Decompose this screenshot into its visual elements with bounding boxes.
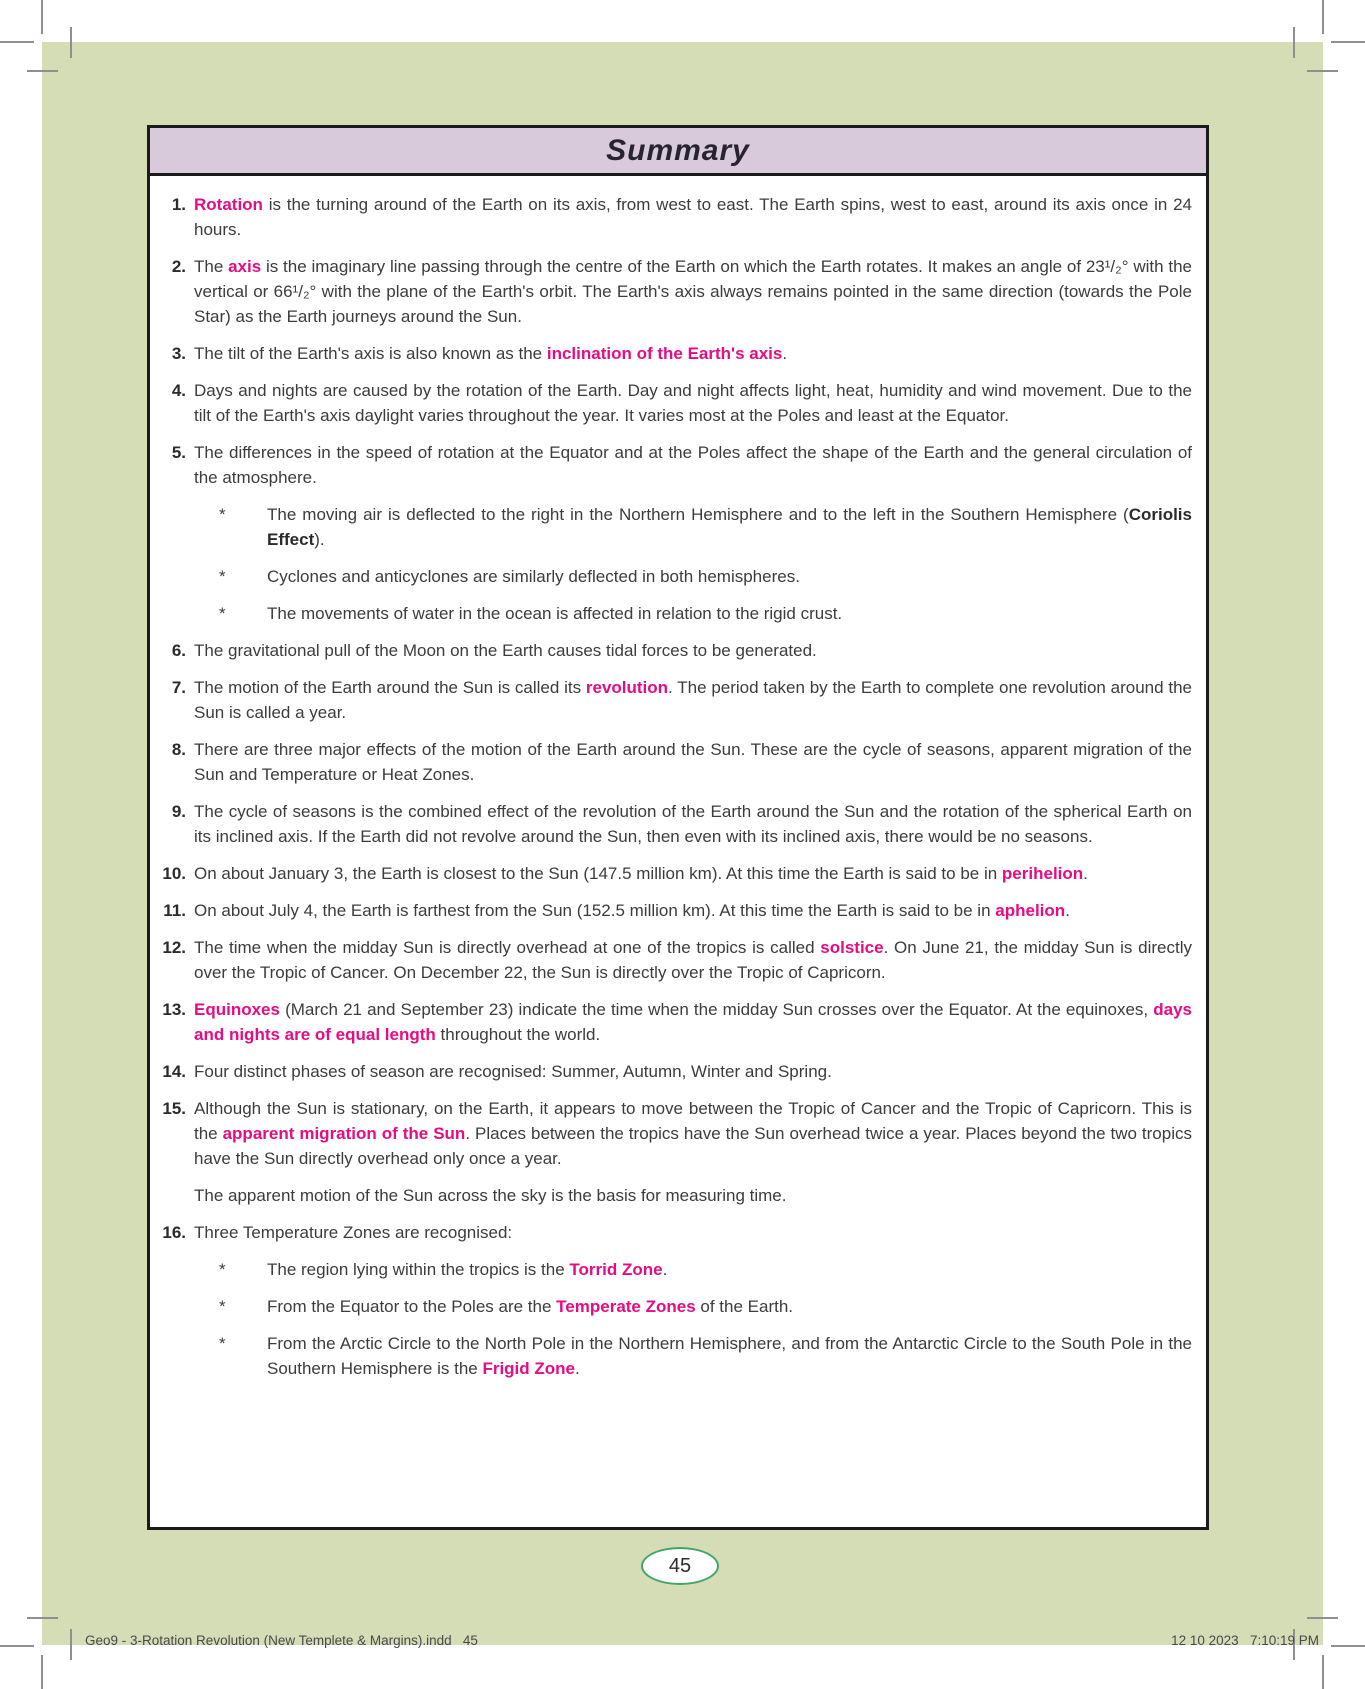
summary-item <box>152 1220 1192 1245</box>
summary-item <box>152 254 1192 329</box>
bullet-marker: * <box>219 567 226 586</box>
summary-item <box>152 378 1192 428</box>
page-number-badge <box>641 1547 719 1585</box>
item-text: The cycle of seasons is the combined effect of the revolution of the Earth around the Sun and the rotation of the spherical Earth on its inclined axis. If the Earth did not revolve around the Sun, then even with its inclined axis, there would be no seasons. <box>194 802 1192 846</box>
bullet-marker: * <box>219 604 226 623</box>
bullet-marker: * <box>219 505 226 524</box>
footer-filename: Geo9 - 3-Rotation Revolution (New Templete & Margins).indd 45 <box>85 1633 478 1648</box>
summary-item <box>152 1096 1192 1171</box>
item-number: 9. <box>171 802 186 821</box>
crop-mark <box>0 41 34 43</box>
summary-subitem <box>152 1257 1192 1282</box>
summary-subitem <box>152 564 1192 589</box>
item-text: The time when the midday Sun is directly overhead at one of the tropics is called solstice. On June 21, the midday Sun is directly over the Tropic of Cancer. On December 22, the Sun is directly over the Tropic of Capricorn. <box>194 938 1192 982</box>
summary-subitem <box>152 1331 1192 1381</box>
item-number: 2. <box>171 257 186 276</box>
item-text: The region lying within the tropics is the Torrid Zone. <box>267 1260 668 1279</box>
item-number: 8. <box>171 740 186 759</box>
item-text: Although the Sun is stationary, on the Earth, it appears to move between the Tropic of Cancer and the Tropic of Capricorn. This is the apparent migration of the Sun. Places between the tropics have the Sun overhead twice a year. Places beyond the two tropics have the Sun directly overhead only once a year. <box>194 1099 1192 1168</box>
crop-mark <box>27 70 58 72</box>
item-text: From the Equator to the Poles are the Temperate Zones of the Earth. <box>267 1297 794 1316</box>
item-number: 6. <box>171 641 186 660</box>
page-title: Summary <box>606 133 750 167</box>
summary-item <box>152 737 1192 787</box>
item-number: 12. <box>162 938 186 957</box>
item-number: 1. <box>171 195 186 214</box>
item-number: 3. <box>171 344 186 363</box>
item-text: From the Arctic Circle to the North Pole in the Northern Hemisphere, and from the Antarctic Circle to the South Pole in the Southern Hemisphere is the Frigid Zone. <box>267 1334 1192 1378</box>
item-text: The differences in the speed of rotation at the Equator and at the Poles affect the shape of the Earth and the general circulation of the atmosphere. <box>194 443 1192 487</box>
item-text: Four distinct phases of season are recognised: Summer, Autumn, Winter and Spring. <box>194 1062 832 1081</box>
summary-item <box>152 1183 1192 1208</box>
item-text: The motion of the Earth around the Sun is called its revolution. The period taken by the Earth to complete one revolution around the Sun is called a year. <box>194 678 1192 722</box>
item-text: The axis is the imaginary line passing through the centre of the Earth on which the Earth rotates. It makes an angle of 23¹/₂° with the vertical or 66¹/₂° with the plane of the Earth's orbit. The Earth's axis always remains pointed in the same direction (towards the Pole Star) as the Earth journeys around the Sun. <box>194 257 1192 326</box>
item-text: Cyclones and anticyclones are similarly deflected in both hemispheres. <box>267 567 800 586</box>
item-text: The moving air is deflected to the right in the Northern Hemisphere and to the left in the Southern Hemisphere (Coriolis Effect). <box>267 505 1192 549</box>
summary-item <box>152 799 1192 849</box>
item-text: The movements of water in the ocean is affected in relation to the rigid crust. <box>267 604 843 623</box>
summary-item <box>152 192 1192 242</box>
item-number: 13. <box>162 1000 186 1019</box>
summary-header <box>150 128 1206 176</box>
item-number: 16. <box>162 1223 186 1242</box>
item-number: 5. <box>171 443 186 462</box>
bullet-marker: * <box>219 1297 226 1316</box>
summary-subitem <box>152 1294 1192 1319</box>
item-number: 11. <box>163 901 186 920</box>
crop-mark <box>1307 1617 1338 1619</box>
item-number: 4. <box>171 381 186 400</box>
summary-item <box>152 997 1192 1047</box>
summary-item <box>152 898 1192 923</box>
item-text: Rotation is the turning around of the Earth on its axis, from west to east. The Earth spins, west to east, around its axis once in 24 hours. <box>194 195 1192 239</box>
crop-mark <box>41 1655 43 1689</box>
item-text: On about July 4, the Earth is farthest from the Sun (152.5 million km). At this time the Earth is said to be in aphelion. <box>194 901 1070 920</box>
item-number: 15. <box>162 1099 186 1118</box>
crop-mark <box>41 0 43 34</box>
crop-mark <box>1331 1645 1365 1647</box>
summary-box <box>147 125 1209 1530</box>
item-text: The gravitational pull of the Moon on the Earth causes tidal forces to be generated. <box>194 641 817 660</box>
bullet-marker: * <box>219 1334 226 1353</box>
summary-item <box>152 638 1192 663</box>
crop-mark <box>1331 41 1365 43</box>
summary-subitem <box>152 601 1192 626</box>
item-number: 10. <box>162 864 186 883</box>
summary-item <box>152 861 1192 886</box>
item-text: Equinoxes (March 21 and September 23) indicate the time when the midday Sun crosses over the Equator. At the equinoxes, days and nights are of equal length throughout the world. <box>194 1000 1192 1044</box>
crop-mark <box>70 27 72 58</box>
summary-item <box>152 675 1192 725</box>
summary-item <box>152 440 1192 490</box>
crop-mark <box>0 1645 34 1647</box>
summary-item <box>152 1059 1192 1084</box>
summary-item <box>152 935 1192 985</box>
crop-mark <box>27 1617 58 1619</box>
item-text: On about January 3, the Earth is closest to the Sun (147.5 million km). At this time the Earth is said to be in perihelion. <box>194 864 1088 883</box>
footer-timestamp: 12 10 2023 7:10:19 PM <box>1171 1633 1319 1648</box>
crop-mark <box>70 1629 72 1660</box>
item-text: The apparent motion of the Sun across the sky is the basis for measuring time. <box>194 1186 787 1205</box>
crop-mark <box>1293 27 1295 58</box>
summary-list <box>150 176 1206 1381</box>
summary-item <box>152 341 1192 366</box>
page-number: 45 <box>668 1554 692 1577</box>
item-text: The tilt of the Earth's axis is also known as the inclination of the Earth's axis. <box>194 344 788 363</box>
item-number: 14. <box>162 1062 186 1081</box>
crop-mark <box>1322 0 1324 34</box>
bullet-marker: * <box>219 1260 226 1279</box>
item-text: Three Temperature Zones are recognised: <box>194 1223 513 1242</box>
crop-mark <box>1322 1655 1324 1689</box>
item-number: 7. <box>171 678 186 697</box>
crop-mark <box>1307 70 1338 72</box>
item-text: Days and nights are caused by the rotation of the Earth. Day and night affects light, heat, humidity and wind movement. Due to the tilt of the Earth's axis daylight varies throughout the year. It varies most at the Poles and least at the Equator. <box>194 381 1192 425</box>
summary-subitem <box>152 502 1192 552</box>
item-text: There are three major effects of the motion of the Earth around the Sun. These are the cycle of seasons, apparent migration of the Sun and Temperature or Heat Zones. <box>194 740 1192 784</box>
